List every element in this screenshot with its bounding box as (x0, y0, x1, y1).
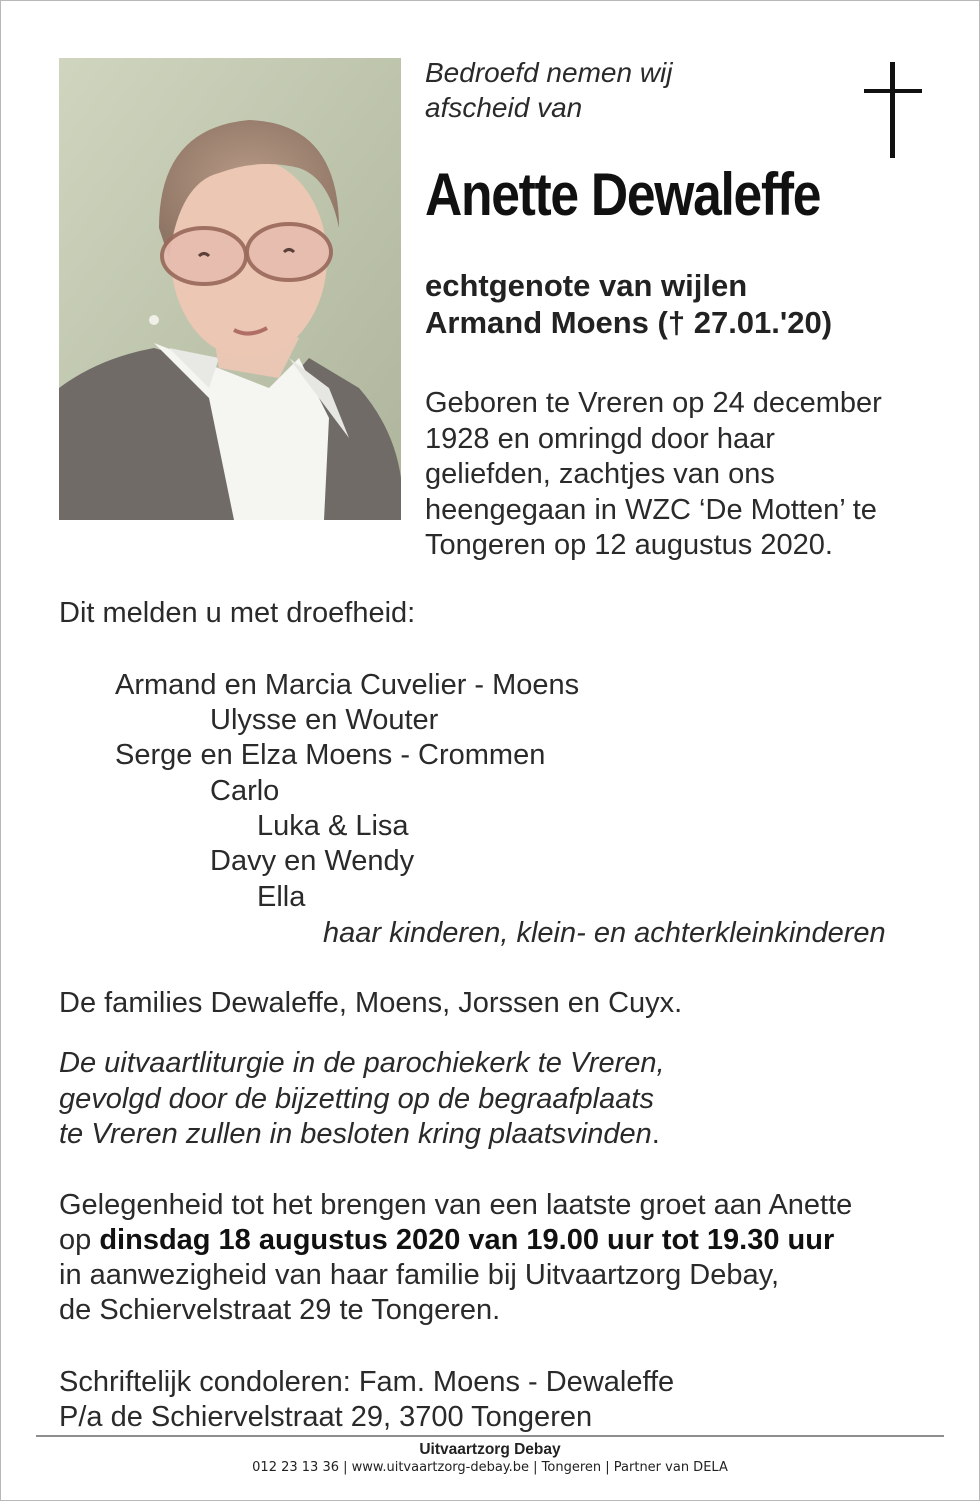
bio-line: heengegaan in WZC ‘De Motten’ te (425, 493, 877, 526)
footer (0, 1440, 980, 1476)
announcement: Dit melden u met droefheid: (59, 597, 416, 629)
deceased-name: Anette Dewaleffe (425, 161, 821, 228)
liturgy-line (59, 1117, 665, 1153)
family-member: Luka & Lisa (257, 810, 409, 842)
visitation-prefix: op (59, 1224, 100, 1256)
visitation-line: Gelegenheid tot het brengen van een laatste groet aan Anette (59, 1189, 853, 1221)
liturgy-period: . (651, 1118, 660, 1150)
extended-families: De families Dewaleffe, Moens, Jorssen en Cuyx. (59, 987, 683, 1019)
spouse-info (425, 267, 832, 341)
bio-line: geliefden, zachtjes van ons (425, 458, 775, 490)
spouse-line: echtgenote van wijlen (425, 268, 748, 303)
condolence-info (59, 1365, 674, 1435)
liturgy-text (59, 1046, 665, 1153)
footer-divider (36, 1435, 944, 1437)
family-member: Ella (257, 881, 306, 913)
portrait-photo (59, 58, 401, 520)
bio-line: Geboren te Vreren op 24 december (425, 387, 882, 419)
liturgy-line: De uitvaartliturgie in de parochiekerk te Vreren, (59, 1047, 665, 1079)
intro-line: afscheid van (425, 92, 583, 123)
spouse-line: Armand Moens († 27.01.'20) (425, 305, 833, 340)
biography (425, 386, 882, 564)
liturgy-line: gevolgd door de bijzetting op de begraafplaats (59, 1082, 654, 1115)
bio-line: 1928 en omringd door haar (425, 422, 775, 455)
family-member: Davy en Wendy (210, 845, 415, 877)
family-member: Armand en Marcia Cuvelier - Moens (115, 669, 580, 701)
footer-company: Uitvaartzorg Debay (419, 1441, 561, 1458)
condolence-address: P/a de Schiervelstraat 29, 3700 Tongeren (59, 1401, 593, 1433)
cross-icon (864, 62, 922, 158)
condolence-line: Schriftelijk condoleren: Fam. Moens - Dewaleffe (59, 1366, 675, 1398)
family-member: Carlo (210, 775, 280, 807)
liturgy-line-text: te Vreren zullen in besloten kring plaatsvinden (59, 1118, 652, 1150)
bio-line: Tongeren op 12 augustus 2020. (425, 529, 833, 561)
visitation-date: dinsdag 18 augustus 2020 van 19.00 uur tot 19.30 uur (99, 1224, 835, 1256)
intro-text (425, 55, 672, 125)
family-member: Ulysse en Wouter (210, 704, 439, 736)
visitation-text (59, 1188, 852, 1328)
family-member: Serge en Elza Moens - Crommen (115, 739, 546, 771)
visitation-line: in aanwezigheid van haar familie bij Uitvaartzorg Debay, (59, 1259, 780, 1291)
intro-line: Bedroefd nemen wij (425, 57, 673, 88)
footer-contact: 012 23 13 36 | www.uitvaartzorg-debay.be | Tongeren | Partner van DELA (252, 1460, 728, 1475)
visitation-line: de Schiervelstraat 29 te Tongeren. (59, 1294, 501, 1326)
visitation-date-line (59, 1223, 852, 1258)
family-caption: haar kinderen, klein- en achterkleinkinderen (323, 917, 886, 949)
